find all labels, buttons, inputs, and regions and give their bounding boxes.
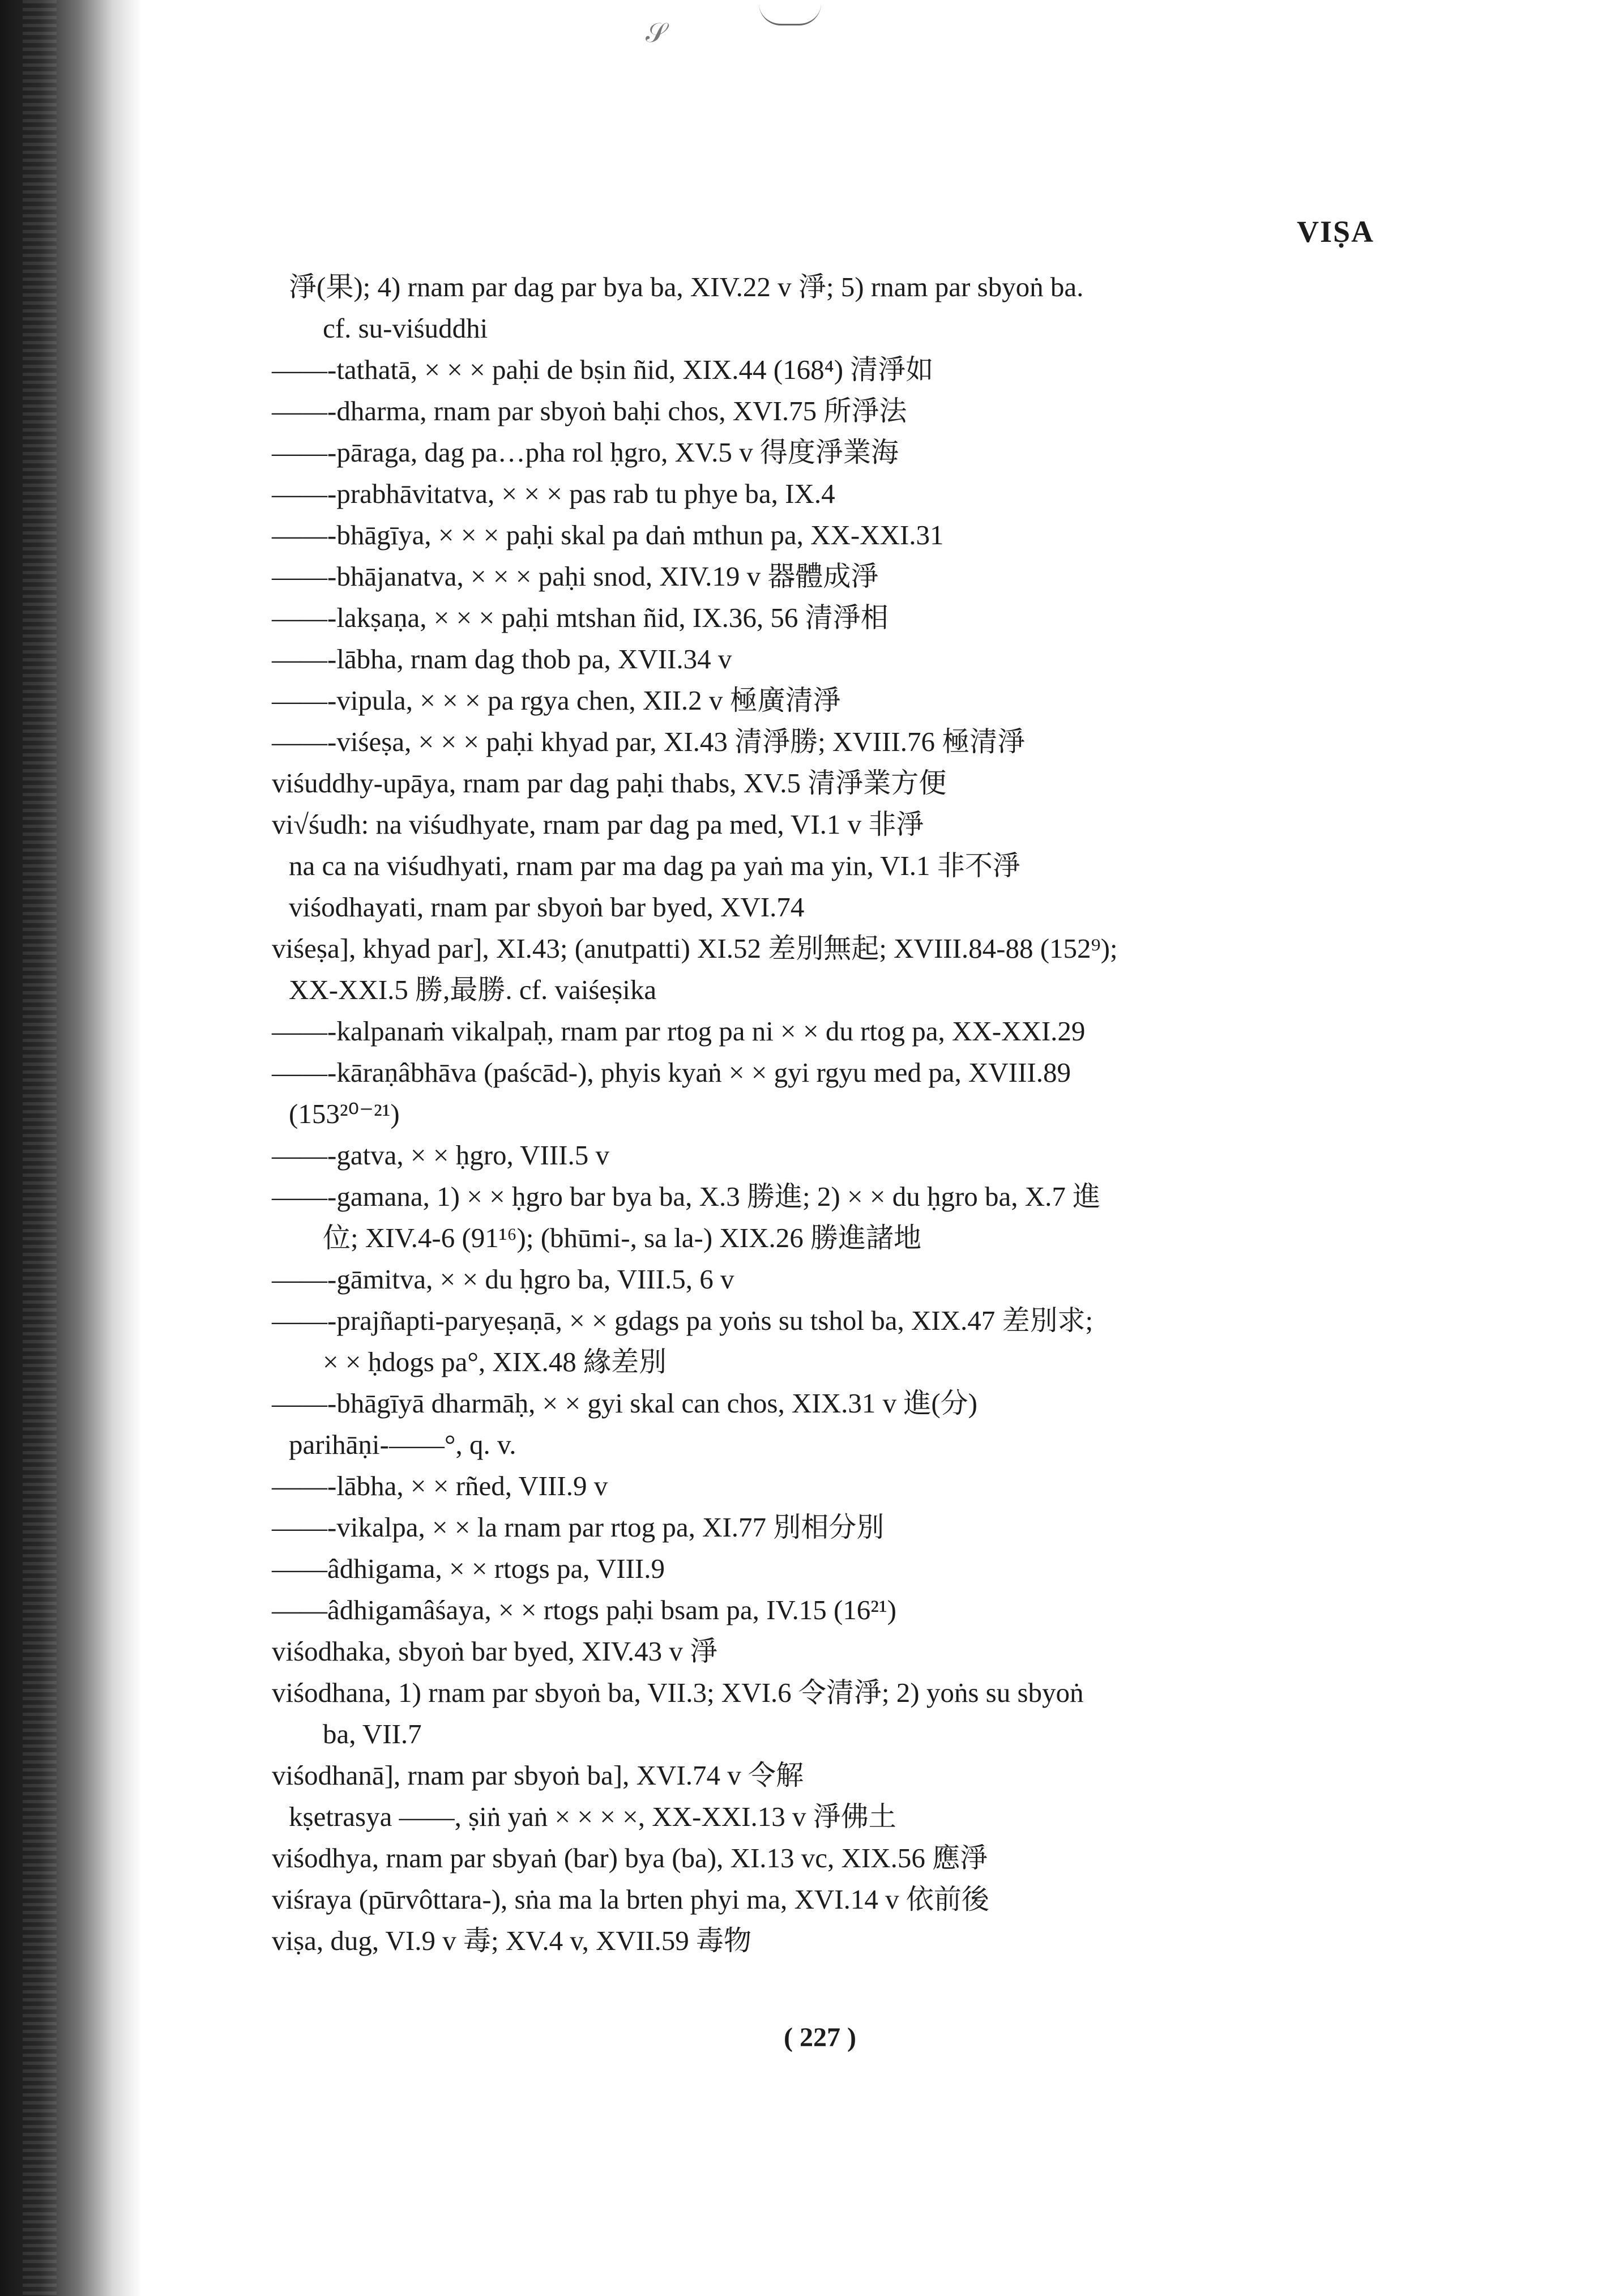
entry-line: cf. su-viśuddhi bbox=[323, 313, 488, 344]
entry-line: ——âdhigamâśaya, × × rtogs paḥi bsam pa, IV.15 (16²¹) bbox=[272, 1594, 897, 1625]
entry-line: ba, VII.7 bbox=[323, 1718, 422, 1749]
entry-line: ——-lakṣaṇa, × × × paḥi mtshan ñid, IX.36, 56 清淨相 bbox=[272, 602, 889, 633]
entry-line: ——-vipula, × × × pa rgya chen, XII.2 v 極廣清淨 bbox=[272, 685, 841, 716]
entry-line: ——-bhājanatva, × × × paḥi snod, XIV.19 v 器體成淨 bbox=[272, 561, 879, 592]
dictionary-entries bbox=[272, 266, 1404, 1961]
entry-line: viśodhana, 1) rnam par sbyoṅ ba, VII.3; XVI.6 令清淨; 2) yoṅs su sbyoṅ bbox=[272, 1677, 1084, 1708]
top-curve-mark bbox=[759, 3, 821, 25]
entry-line: ——-gamana, 1) × × ḥgro bar bya ba, X.3 勝進; 2) × × du ḥgro ba, X.7 進 bbox=[272, 1181, 1101, 1212]
entry-line: XX-XXI.5 勝,最勝. cf. vaiśeṣika bbox=[289, 974, 657, 1005]
entry-line: ——-tathatā, × × × paḥi de bṣin ñid, XIX.44 (168⁴) 清淨如 bbox=[272, 354, 934, 385]
page-number: ( 227 ) bbox=[784, 2022, 856, 2052]
entry-line: ——-bhāgīya, × × × paḥi skal pa daṅ mthun pa, XX-XXI.31 bbox=[272, 519, 944, 550]
entry-line: ——-kalpanaṁ vikalpaḥ, rnam par rtog pa ni × × du rtog pa, XX-XXI.29 bbox=[272, 1015, 1086, 1047]
entry-line: ——-gatva, × × ḥgro, VIII.5 v bbox=[272, 1140, 609, 1171]
entry-line: ——-kāraṇâbhāva (paścād-), phyis kyaṅ × × gyi rgyu med pa, XVIII.89 bbox=[272, 1057, 1071, 1088]
entry-line: ——-prajñapti-paryeṣaṇā, × × gdags pa yoṅs su tshol ba, XIX.47 差別求; bbox=[272, 1305, 1094, 1336]
top-mark: 𝒮 bbox=[646, 17, 667, 49]
entry-line: ——-dharma, rnam par sbyoṅ baḥi chos, XVI.75 所淨法 bbox=[272, 395, 907, 426]
entry-line: ——-bhāgīyā dharmāḥ, × × gyi skal can chos, XIX.31 v 進(分) bbox=[272, 1388, 977, 1419]
entry-line: 淨(果); 4) rnam par dag par bya ba, XIV.22 v 淨; 5) rnam par sbyoṅ ba. bbox=[289, 271, 1084, 302]
entry-line: ——-gāmitva, × × du ḥgro ba, VIII.5, 6 v bbox=[272, 1264, 734, 1295]
entry-line: viśuddhy-upāya, rnam par dag paḥi thabs, XV.5 清淨業方便 bbox=[272, 767, 947, 799]
entry-line: ——-pāraga, dag pa…pha rol ḥgro, XV.5 v 得度淨業海 bbox=[272, 437, 899, 468]
entry-line: viśodhaka, sbyoṅ bar byed, XIV.43 v 淨 bbox=[272, 1636, 718, 1667]
entry-line: viṣa, dug, VI.9 v 毒; XV.4 v, XVII.59 毒物 bbox=[272, 1925, 752, 1956]
entry-line: ——-lābha, × × rñed, VIII.9 v bbox=[272, 1470, 608, 1501]
entry-line: viśraya (pūrvôttara-), sṅa ma la brten phyi ma, XVI.14 v 依前後 bbox=[272, 1884, 989, 1915]
entry-line: × × ḥdogs pa°, XIX.48 緣差別 bbox=[323, 1346, 667, 1377]
entry-line: ——-prabhāvitatva, × × × pas rab tu phye ba, IX.4 bbox=[272, 478, 835, 509]
entry-line: ——-lābha, rnam dag thob pa, XVII.34 v bbox=[272, 643, 732, 675]
scan-binding-shadow bbox=[0, 0, 142, 2296]
entry-line: vi√śudh: na viśudhyate, rnam par dag pa med, VI.1 v 非淨 bbox=[272, 809, 924, 840]
entry-line: ——-vikalpa, × × la rnam par rtog pa, XI.77 別相分別 bbox=[272, 1512, 885, 1543]
entry-line: ——âdhigama, × × rtogs pa, VIII.9 bbox=[272, 1553, 665, 1584]
entry-line: na ca na viśudhyati, rnam par ma dag pa yaṅ ma yin, VI.1 非不淨 bbox=[289, 850, 1020, 881]
entry-line: (153²⁰⁻²¹) bbox=[289, 1098, 400, 1129]
scan-binding-texture bbox=[23, 0, 57, 2296]
entry-line: viśodhayati, rnam par sbyoṅ bar byed, XVI.74 bbox=[289, 891, 805, 923]
entry-line: viśeṣa], khyad par], XI.43; (anutpatti) XI.52 差別無起; XVIII.84-88 (152⁹); bbox=[272, 933, 1118, 964]
running-head: VIṢA bbox=[1297, 215, 1375, 249]
entry-line: viśodhanā], rnam par sbyoṅ ba], XVI.74 v 令解 bbox=[272, 1760, 804, 1791]
entry-line: 位; XIV.4-6 (91¹⁶); (bhūmi-, sa la-) XIX.26 勝進諸地 bbox=[323, 1222, 921, 1253]
entry-line: viśodhya, rnam par sbyaṅ (bar) bya (ba), XI.13 vc, XIX.56 應淨 bbox=[272, 1842, 988, 1873]
entry-line: parihāṇi-——°, q. v. bbox=[289, 1429, 516, 1460]
entry-line: ——-viśeṣa, × × × paḥi khyad par, XI.43 清淨勝; XVIII.76 極清淨 bbox=[272, 726, 1026, 757]
entry-line: kṣetrasya ——, ṣiṅ yaṅ × × × ×, XX-XXI.13 v 淨佛土 bbox=[289, 1801, 896, 1832]
